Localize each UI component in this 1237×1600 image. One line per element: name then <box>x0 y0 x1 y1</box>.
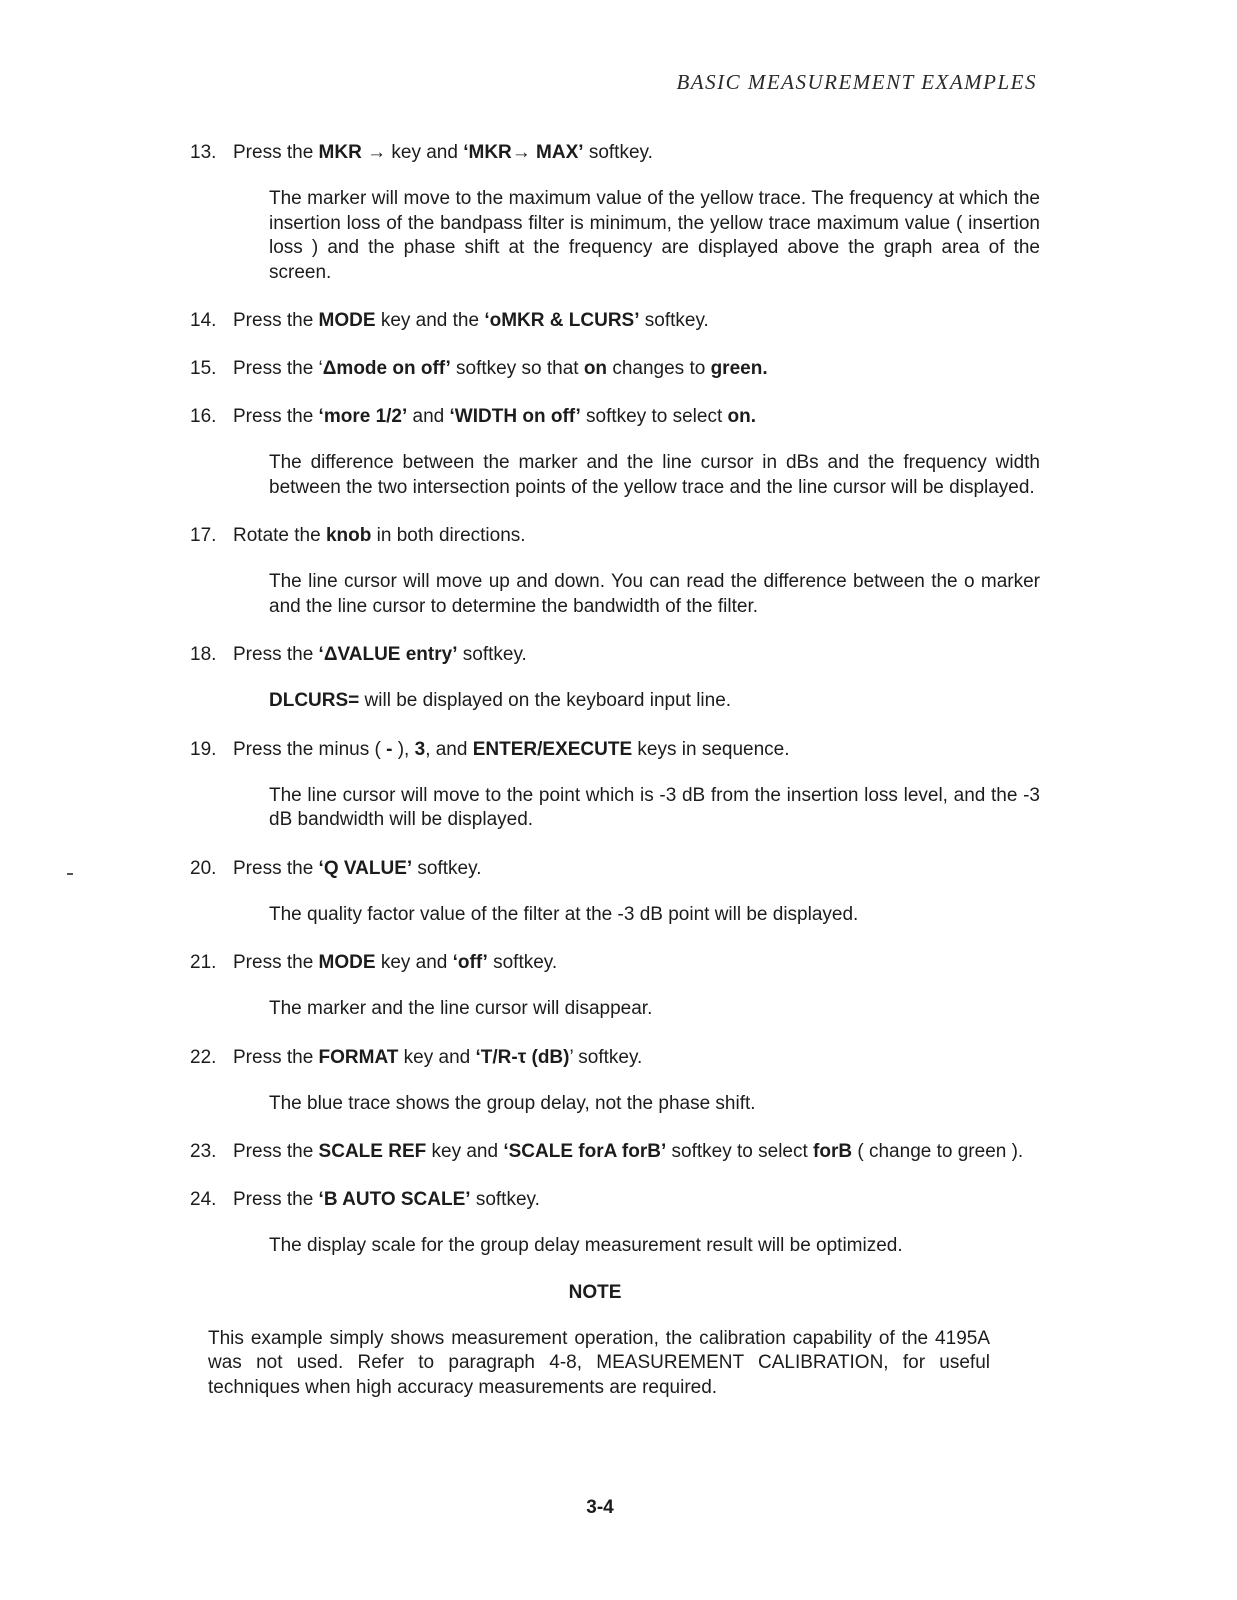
step-description: The quality factor value of the filter at the -3 dB point will be displayed. <box>269 903 859 925</box>
step-description: The line cursor will move to the point which is -3 dB from the insertion loss level, and the -3 dB bandwidth will be displayed. <box>269 784 1040 830</box>
note-title: NOTE <box>568 1281 622 1303</box>
step-20 <box>190 856 1040 881</box>
step-instruction <box>233 1187 1040 1212</box>
text: softkey to select <box>666 1141 814 1162</box>
step-description: The difference between the marker and the line cursor in dBs and the frequency width between the two intersection points of the yellow trace and the line cursor will be displayed. <box>269 452 1040 498</box>
step-18 <box>190 642 1040 667</box>
text: Press the <box>233 857 319 879</box>
text: Press the <box>233 142 319 163</box>
step-number: 22. <box>190 1046 217 1068</box>
text: Press the ‘ <box>233 358 323 379</box>
page-number: 3-4 <box>586 1497 614 1518</box>
text: softkey to select <box>580 406 728 427</box>
softkey-label: ‘B AUTO SCALE’ <box>318 1189 471 1210</box>
text: ( change to green ). <box>852 1141 1024 1162</box>
emphasis: on <box>583 358 608 379</box>
text: key and <box>375 952 453 973</box>
display-text: DLCURS= <box>269 690 360 711</box>
text: , and <box>425 738 473 760</box>
text: Press the <box>233 406 319 427</box>
step-number: 24. <box>190 1189 217 1210</box>
step-22 <box>190 1045 1040 1070</box>
step-number: 16. <box>190 406 217 427</box>
text: in both directions. <box>371 525 526 546</box>
softkey-label: ‘WIDTH on off’ <box>449 406 581 427</box>
text: will be displayed on the keyboard input line. <box>359 690 732 711</box>
step-instruction <box>233 523 1040 548</box>
step-instruction <box>233 856 1040 881</box>
text: changes to <box>607 358 711 379</box>
step-description <box>269 689 1040 714</box>
softkey-label: ‘SCALE forA forB’ <box>503 1141 667 1162</box>
step-number: 13. <box>190 142 217 163</box>
step-instruction <box>233 1139 1040 1164</box>
step-instruction <box>233 950 1040 975</box>
step-number: 19. <box>190 738 217 760</box>
step-23 <box>190 1139 1040 1164</box>
note-body: This example simply shows measurement operation, the calibration capability of the 4195A was not used. Refer to paragraph 4-8, MEASUREMENT CALIBRATION, for useful techniques when high accuracy measurements are required. <box>208 1327 990 1398</box>
step-24 <box>190 1187 1040 1212</box>
softkey-label: ‘off’ <box>452 952 488 973</box>
softkey-label: ‘more 1/2’ <box>318 406 408 427</box>
text: softkey. <box>457 644 527 665</box>
key-label: - <box>386 738 393 760</box>
step-15 <box>190 356 1040 381</box>
softkey-label: ‘ΔVALUE entry’ <box>318 644 458 665</box>
margin-mark <box>67 873 73 875</box>
text: Press the <box>233 644 319 665</box>
text: keys in sequence. <box>632 738 790 760</box>
text: Press the <box>233 310 319 331</box>
step-description: The display scale for the group delay measurement result will be optimized. <box>269 1235 903 1256</box>
step-description: The marker and the line cursor will disappear. <box>269 998 653 1019</box>
step-14 <box>190 308 1040 333</box>
emphasis: green. <box>710 358 768 379</box>
emphasis: on. <box>727 406 757 427</box>
step-number: 21. <box>190 952 217 973</box>
step-description: The marker will move to the maximum value of the yellow trace. The frequency at which the insertion loss of the bandpass filter is minimum, the yellow trace maximum value ( insertion loss ) and the phase shift at the frequency are displayed above the graph area of the screen. <box>269 188 1040 283</box>
step-instruction <box>233 1045 1040 1070</box>
text: key and the <box>375 310 485 331</box>
text: and <box>407 406 450 427</box>
step-number: 15. <box>190 358 217 379</box>
text: softkey so that <box>450 358 584 379</box>
step-instruction <box>233 642 1040 667</box>
softkey-label: Δmode on off’ <box>322 358 451 379</box>
softkey-label: ‘MKR→ MAX’ <box>463 142 584 163</box>
text: Press the <box>233 1141 319 1162</box>
text: Rotate the <box>233 525 326 546</box>
step-13 <box>190 140 1040 165</box>
key-label: FORMAT <box>318 1046 399 1068</box>
text: softkey. <box>470 1189 540 1210</box>
step-description: The blue trace shows the group delay, not the phase shift. <box>269 1092 756 1114</box>
emphasis: forB <box>813 1141 853 1162</box>
text: Press the minus ( <box>233 738 387 760</box>
step-19 <box>190 737 1040 762</box>
step-instruction <box>233 140 1040 165</box>
text: Press the <box>233 1189 319 1210</box>
step-instruction <box>233 404 1040 429</box>
step-number: 17. <box>190 525 217 546</box>
key-label: MODE <box>318 310 376 331</box>
key-label: MODE <box>318 952 376 973</box>
step-number: 23. <box>190 1141 217 1162</box>
text: softkey. <box>583 142 653 163</box>
key-label: 3 <box>414 738 426 760</box>
page-header: BASIC MEASUREMENT EXAMPLES <box>676 70 1037 94</box>
text: ), <box>392 738 415 760</box>
step-number: 18. <box>190 644 217 665</box>
text: key and <box>426 1141 504 1162</box>
step-number: 20. <box>190 857 217 879</box>
step-16 <box>190 404 1040 429</box>
step-instruction <box>233 308 1040 333</box>
step-description: The line cursor will move up and down. You can read the difference between the o marker and the line cursor to determine the bandwidth of the filter. <box>269 571 1040 617</box>
text: key and <box>386 142 464 163</box>
step-number: 14. <box>190 310 217 331</box>
text: softkey. <box>639 310 709 331</box>
text: key and <box>398 1046 476 1068</box>
page-content <box>190 140 1040 1400</box>
softkey-label: ‘oMKR & LCURS’ <box>484 310 640 331</box>
text: softkey. <box>412 857 482 879</box>
step-instruction <box>233 737 1040 762</box>
text: Press the <box>233 1046 319 1068</box>
step-17 <box>190 523 1040 548</box>
key-label: SCALE REF <box>318 1141 427 1162</box>
text: Press the <box>233 952 319 973</box>
emphasis: knob <box>325 525 372 546</box>
step-instruction <box>233 356 1040 381</box>
softkey-label: ‘Q VALUE’ <box>318 857 413 879</box>
text: softkey. <box>487 952 558 973</box>
softkey-label: ‘T/R-τ (dB) <box>475 1046 570 1068</box>
text: ’ softkey. <box>569 1046 643 1068</box>
key-label: MKR → <box>318 142 387 163</box>
key-label: ENTER/EXECUTE <box>472 738 633 760</box>
step-21 <box>190 950 1040 975</box>
